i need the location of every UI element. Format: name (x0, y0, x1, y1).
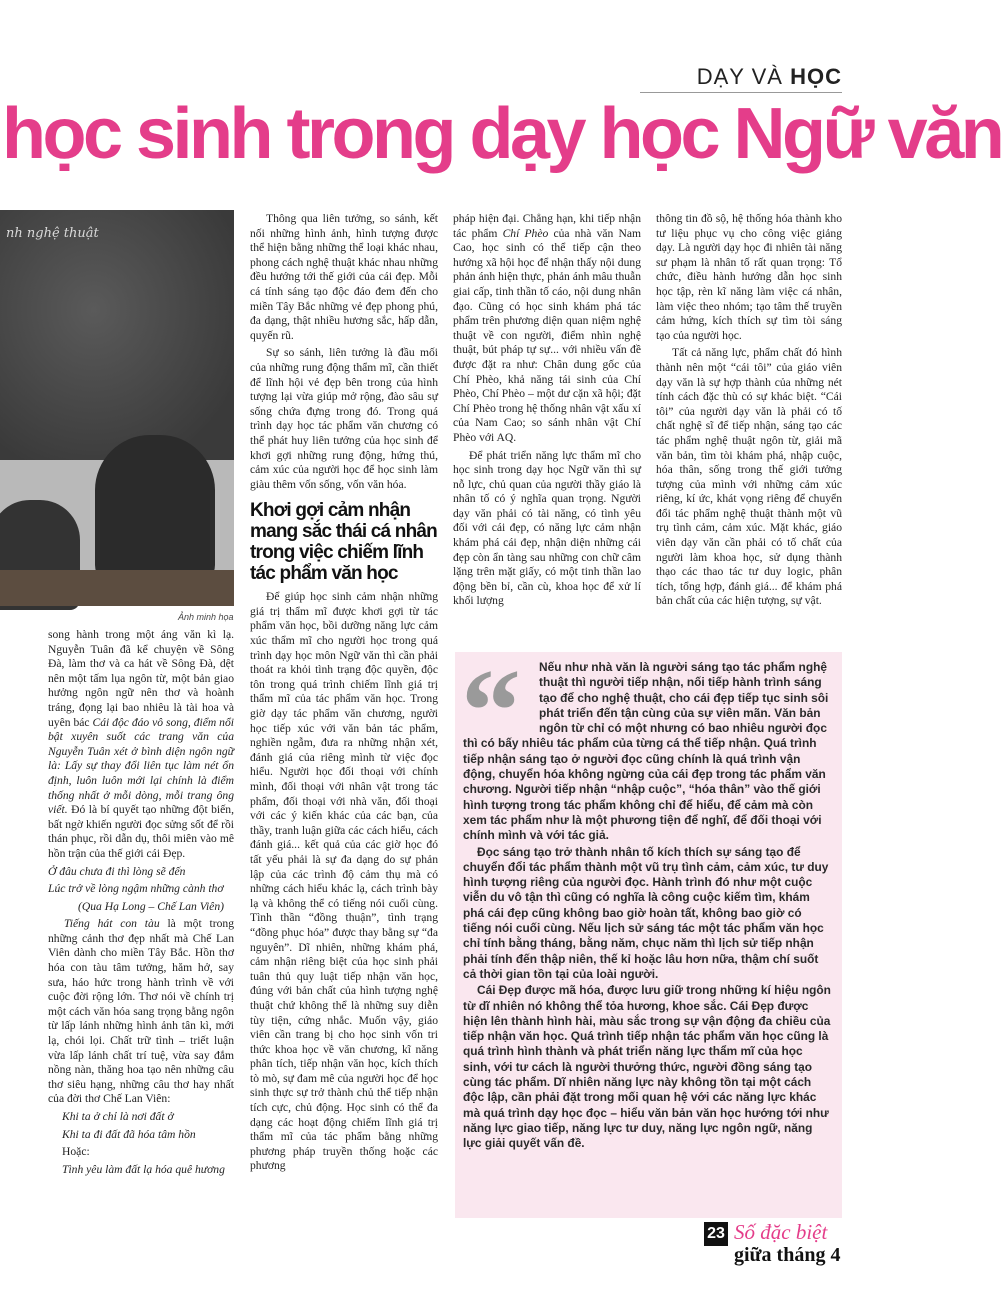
quote-paragraph: Nếu như nhà văn là người sáng tạo tác phẩm nghệ thuật thì người tiếp nhận, nối tiếp hành trình sáng tạo để cho nghệ thuật, cho cái đẹp tiếp tục sinh sôi phát triển đến tận cùng của sự viên mãn. Văn bản ngôn từ chỉ có một nhưng có bao nhiêu người đọc thì có bấy nhiêu tác phẩm của từng cá thể tiếp nhận. Quá trình tiếp nhận sáng tạo ở người đọc cũng chính là quá trình vận động, chuyển hóa không ngừng của cái đẹp trong tác phẩm văn chương. Người tiếp nhận “nhập cuộc”, “hóa thân” vào thế giới hình tượng trong tác phẩm không chỉ để hiểu, để cảm mà còn xem tác phẩm như là một phương tiện để nghĩ, để đối thoại với chính mình và với tác giả. (463, 660, 829, 843)
page-number: 23 (704, 1222, 728, 1246)
column-1 (48, 628, 234, 1180)
column-2 (250, 212, 438, 1177)
column-4 (656, 212, 842, 612)
section-label-a: DẠY VÀ (696, 64, 791, 89)
chalkboard (0, 210, 234, 460)
paragraph: Sự so sánh, liên tưởng là đầu mối của những rung động thẩm mĩ, cần thiết để lĩnh hội vẻ đẹp bên trong của hình tượng lại vừa giúp mở rộng, đào sâu sự sống chứa đựng trong đó. Trong quá trình dạy học tác phẩm văn chương có thể phát huy liên tưởng của học sinh để khơi gợi những rung động, hứng thú, cảm xúc của người học để học sinh làm giàu thêm vốn sống, vốn văn hóa. (250, 346, 438, 491)
quote-mark-icon: “ (461, 644, 521, 777)
section-label (697, 64, 842, 90)
subheading: Khơi gợi cảm nhận mang sắc thái cá nhân trong việc chiếm lĩnh tác phẩm văn học (250, 500, 437, 585)
paragraph: thông tin đồ sộ, hệ thống hóa thành kho tư liệu phục vụ cho công việc giảng dạy. Là người dạy học đi nhiên tài năng sư phạm là nhân tố rất quan trọng: Tổ chức, điều hành hướng dẫn học sinh học tập, rèn kĩ năng làm việc cá nhân, làm việc theo nhóm; tạo tâm thế truyền cảm hứng, kích thích sự tìm tòi sáng tạo của người học. (656, 212, 842, 342)
paragraph: Thông qua liên tưởng, so sánh, kết nối những hình ảnh, hình tượng được thể hiện bằng những thể loại khác nhau, phong cách nghệ thuật khác nhau những đều hướng tới thế giới của cái đẹp. Mỗi cá tính sáng tạo độc đáo đem đến cho miền Tây Bắc những vẻ đẹp phong phú, đa dạng, thật nhiều hương sắc, hấp dẫn, quyến rũ. (250, 212, 438, 342)
verse-line: Khi ta ở chỉ là nơi đất ở (62, 1110, 174, 1123)
section-label-b: HỌC (790, 64, 842, 89)
desk (0, 570, 234, 606)
quote-paragraph: Cái Đẹp được mã hóa, được lưu giữ trong những kí hiệu ngôn từ dĩ nhiên nó không thể tỏa hương, khoe sắc. Cái Đẹp được hiện lên thành hình hài, màu sắc trong sự vận động đa chiều của tiếp nhận văn học. Quá trình tiếp nhận tác phẩm văn học cũng là quá trình hình thành và phát triển năng lực thẩm mĩ của học sinh, với tư cách là người thưởng thức, người đồng sáng tạo cùng tác phẩm. Dĩ nhiên năng lực này không tồn tại một cách độc lập, cần phải đặt trong mối quan hệ với các năng lực khác mà quá trình dạy học đọc – hiểu văn bản văn học hướng tới như năng lực giao tiếp, năng lực tư duy, năng lực ngôn ngữ, năng lực giải quyết vấn đề. (463, 983, 831, 1151)
paragraph: Tất cả năng lực, phẩm chất đó hình thành nên một “cái tôi” của giáo viên dạy văn là sự hợp thành của những nét tính cách đặc thù có sự khác biệt. “Cái tôi” của người dạy văn là phải có tố chất nghệ sĩ để tiếp nhận, sáng tạo các tác phẩm nghệ thuật ngôn từ, giải mã văn bản, tìm tòi khám phá, nhập cuộc, hóa thân, sống trong thế giới tưởng tượng của mình với những cảm xúc riêng, kí ức, khát vọng riêng để chuyển đổi tác phẩm nghệ thuật thành một vũ trụ tình cảm, cảm xúc. Mặt khác, giáo viên dạy văn cần phải có tố chất của người làm khoa học, sử dụng thành thạo các thao tác tư duy logic, phân tích, tổng hợp, đánh giá... để khám phá bản chất của các hiện tượng, sự vật. (656, 346, 842, 608)
illustration-photo (0, 210, 234, 606)
issue-label: Số đặc biệt (734, 1220, 828, 1244)
verse-line: Lúc trở về lòng ngậm những cành thơ (48, 882, 224, 896)
paragraph: Để giúp học sinh cảm nhận những giá trị thẩm mĩ được khơi gợi từ tác phẩm văn học, bồi dưỡng năng lực cảm xúc thẩm mĩ cho người học trong quá trình dạy học môn Ngữ văn thì cần phải thoát ra khỏi tình trạng độc quyền, độc tôn trong quá trình chiếm lĩnh giá trị thẩm mĩ của tác phẩm văn học. Trong giờ dạy tác phẩm văn chương, người học tiếp xúc với văn bản tác phẩm, nghiền ngẫm, đưa ra những nhận xét, đánh giá của riêng mình từ việc đọc hiểu. Người học đối thoại với chính mình, đối thoại với nhân vật trong tác phẩm, đối thoại với nhà văn, đối thoại với các ý kiến khác của các bạn, của thầy, tranh luận giữa các cách hiểu, cách đánh giá... kết quả của các giờ học đó tất yếu phải là sự đa dạng do sự phản lập của các trình độ cảm thụ mà có những cách hiểu khác lạ, cách trình bày lạ và không thể có tiếng nói cuối cùng. Tình thần “đồng thuận”, tình trạng “đồng phục hóa” được thay bằng sự “đa nguyên”. Dĩ nhiên, những khám phá, cảm nhận riêng biệt của học sinh phải tuân thủ quy luật tiếp nhận văn học, đúng với bản chất của hình tượng nghệ thuật chứ không thể là những suy diễn tùy tiện, cứng nhắc. Muốn vậy, giáo viên cần trang bị cho học sinh vốn tri thức khoa học về văn chương, kĩ năng phân tích, tiếp nhận văn học, kích thích tò mò, sự đam mê của người học để học sinh thực sự trở thành chủ thể tiếp nhận tích cực, chủ động. Học sinh có thể đa dạng các hoạt động chiếm lĩnh giá trị thẩm mĩ của tác phẩm bằng những phương pháp truyền thống hoặc các phương (250, 590, 438, 1173)
verse-line: Tình yêu làm đất lạ hóa quê hương (62, 1162, 225, 1176)
student-silhouette (95, 435, 215, 585)
section-rule (640, 92, 842, 93)
pull-quote-box (455, 644, 842, 1218)
verse-line: Khi ta đi đất đã hóa tâm hồn (62, 1127, 196, 1141)
paragraph: pháp hiện đại. Chẳng hạn, khi tiếp nhận tác phẩm Chí Phèo của nhà văn Nam Cao, học sinh có thể tiếp cận theo hướng xã hội học để nhận thấy nội dung phản ánh hiện thực, phản ánh mâu thuẫn giai cấp, tinh thần tố cáo, nội dung nhân đạo. Cũng có học sinh khám phá tác phẩm trên phương diện quan niệm nghệ thuật về con người, điểm nhìn nghệ thuật, bút pháp tự sự... với nhiều vấn đề được đặt ra như: Chân dung gốc của Chí Phèo, khả năng tái sinh của Chí Phèo, Chí Phèo – một dư cặn xã hội; đặt Chí Phèo trong hệ thống nhân vật xấu xí của Nam Cao; so sánh nhân vật Chí Phèo với AQ. (453, 212, 641, 444)
photo-caption: Ảnh minh họa (178, 612, 234, 622)
verse-line: Ở đâu chưa đi thì lòng sẽ đến (48, 864, 186, 878)
paragraph: Để phát triển năng lực thẩm mĩ cho học sinh trong dạy học Ngữ văn thì sự nỗ lực, chủ quan của người thầy giáo là nhân tố có ý nghĩa quan trọng. Người dạy văn phải có tài năng, có tình yêu đối với cái đẹp, có năng lực cảm nhận khám phá cái đẹp, nhận diện những cái đẹp còn ẩn tàng sau những con chữ câm lặng trên mặt giấy, có một tinh thần lao động bền bỉ, cần cù, khoa học để xử lí khối lượng (453, 448, 641, 608)
column-3 (453, 212, 641, 612)
paragraph: song hành trong một áng văn kì lạ. Nguyễn Tuân đã kể chuyện về Sông Đà, làm thơ và ca hát về Sông Đà, dệt nên một tấm lụa ngôn từ, một bản giao hưởng ngôn ngữ nên thơ và hoành tráng, đọng lại bao nhiêu là tài hoa và uyên bác Cái độc đáo vô song, điểm nổi bật xuyên suốt các trang văn của Nguyễn Tuân xét ở bình diện ngôn ngữ là: Lấy sự thay đổi liên tục làm nét ổn định, luôn luôn mới lại chính là điểm thống nhất ở mỗi dòng, mỗi trang ông viết. Đó là bí quyết tạo những đột biến, bất ngờ khiến người đọc sửng sốt để rồi thán phục, rồi dẫn dụ, thôi miên vào mê hồn trận của thế giới cái Đẹp. (48, 628, 234, 860)
issue-date: giữa tháng 4 (734, 1244, 841, 1266)
verse-line: Hoặc: (62, 1145, 90, 1159)
quote-paragraph: Đọc sáng tạo trở thành nhân tố kích thích sự sáng tạo để chuyển đổi tác phẩm thành một vũ trụ tình cảm, cảm xúc, tư duy hình tượng riêng của người đọc. Hành trình đó như một cuộc viễn du vô tận thì cũng có nghĩa là công cuộc kiếm tìm, khám phá cái đẹp cũng không bao giờ hoàn tất, không bao giờ có tiếng nói cuối cùng. Nếu lịch sử sáng tác một tác phẩm văn học chỉ tính bằng tháng, bằng năm, chục năm thì lịch sử tiếp nhận phải tính đến thập niên, thế kỉ hoặc lâu hơn nữa, thậm chí suốt cả thời gian tồn tại của loài người. (463, 844, 829, 981)
paragraph: Tiếng hát con tàu là một trong những cảnh thơ đẹp nhất mà Chế Lan Viên dành cho miền Tây Bắc. Hồn thơ hóa con tàu tâm tưởng, hăm hở, say sưa, háo hức trong hành trình về với cuộc đời rộng lớn. Thơ nói về chính trị một cách văn hóa sang trọng bằng ngôn từ lấp lánh những hình ảnh tân kì, mới lạ, chói lọi. Chất trữ tình – triết luận vừa lấp lánh chất trí tuệ, vừa say đắm nồng nàn, thăng hoa tạo nên những câu thơ siêu hạng, những câu thơ hay nhất của đời thơ Chế Lan Viên: (48, 917, 234, 1106)
article-title: học sinh trong dạy học Ngữ văn (2, 94, 1001, 174)
chalkboard-text: nh nghệ thuật (6, 226, 99, 241)
verse-attribution: (Qua Hạ Long – Chế Lan Viên) (78, 899, 224, 913)
